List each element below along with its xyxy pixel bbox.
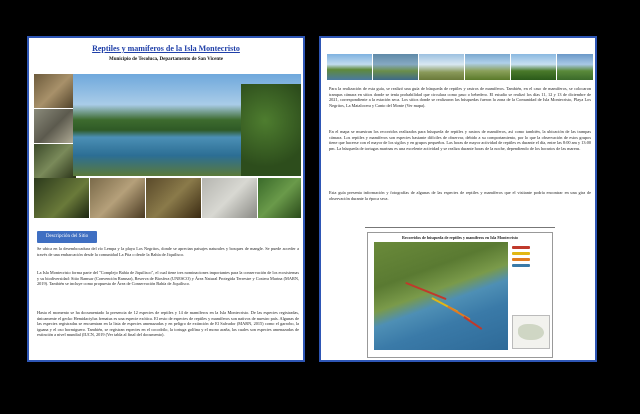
photo-bottom-2 (90, 178, 145, 218)
map-image (374, 242, 508, 350)
photo-bottom-5 (258, 178, 301, 218)
photo-strip-3 (419, 54, 464, 80)
legend-swatch (512, 264, 530, 267)
section-heading: Descripción del Sitio (37, 231, 97, 243)
photo-lagoon (73, 74, 301, 176)
map-title: Recorridos de búsqueda de reptiles y mamíferos en Isla Montecristo (402, 235, 518, 240)
map-legend (512, 243, 550, 297)
paragraph: Para la realización de esta guía, se realizó una guía de búsqueda de reptiles y rastros de mamíferos. También, en el caso de mamíferos, se colocaron trampas cámara en sitios donde se tenía probabilidad que circulara como paso o bebedero. El estudio se realizó los días 11, 12 y 13 de diciembre de 2021, correspondiente a la estación seca. Los sitios donde se realizaron las búsquedas fueron la zona de la Comunidad de Isla Montecristo, Playa Los Negritos, La Matalocera y Canto del Monte (Ver mapa). (329, 86, 591, 108)
map-route (463, 316, 482, 330)
divider (365, 227, 555, 228)
page-subtitle: Municipio de Tecoluca, Departamento de San Vicente (108, 57, 224, 62)
photo-reptile-2 (34, 109, 76, 143)
photo-bottom-4 (202, 178, 257, 218)
study-map (367, 232, 553, 358)
map-inset (512, 315, 550, 349)
photo-bottom-1 (34, 178, 89, 218)
photo-strip-1 (327, 54, 372, 80)
page-right (319, 36, 597, 362)
photo-reptile-1 (34, 74, 76, 108)
photo-bottom-3 (146, 178, 201, 218)
photo-tree (241, 84, 301, 176)
paragraph: Esta guía presenta información y fotografías de algunas de las especies de reptiles y mamíferos que el visitante podría encontrar en una gira de observación durante la época seca. (329, 190, 591, 201)
paragraph: La Isla Montecristo forma parte del "Complejo Bahía de Jiquilisco", el cual tiene tres nominaciones importantes para la conservación de los ecosistemas y su biodiversidad: Sitio Ramsar (Convención Ramsar), Reserva de Biosfera (UNESCO) y Área Natural Protegida Terrestre y Costera Marina (MARN, 2019). También se incluye como propuesta de Área de Conservación Bahía de Jiquilisco. (37, 270, 299, 287)
paragraph: Hasta el momento se ha documentado la presencia de 12 especies de reptiles y 14 de mamíferos en la Isla Montecristo. De las especies registradas, únicamente el gecko Hemidactylus frenatus es una especie exótica. El resto de especies de reptiles y mamíferos son nativos de nuestro país. Algunas de las especies registradas se encuentran en la lista de especies amenazadas y en peligro de extinción de El Salvador (MARN, 2015) como el garrobo, la iguana y el oso hormiguero. También, se registran especies en el cocodrilo, la tortuga golfina y el mono araña, las cuales son especies amenazadas de extinción a nivel mundial (IUCN, 2019 (Ver tabla al final del documento). (37, 310, 299, 338)
legend-swatch (512, 252, 530, 255)
page-title: Reptiles y mamíferos de la Isla Montecristo (92, 44, 240, 53)
photo-reptile-3 (34, 144, 76, 178)
country-outline (518, 324, 544, 340)
paragraph: Se ubica en la desembocadura del río Lempa y la playa Los Negritos, donde se aprecian paisajes naturales y bosques de mangle. Se puede acceder a través de una embarcación desde la comunidad La Pita o desde la Bahía de Jiquilisco. (37, 246, 299, 257)
legend-swatch (512, 258, 530, 261)
photo-strip-5 (511, 54, 556, 80)
photo-strip-4 (465, 54, 510, 80)
photo-strip-2 (373, 54, 418, 80)
photo-strip-6 (557, 54, 593, 80)
map-route (405, 282, 446, 300)
legend-swatch (512, 246, 530, 249)
paragraph: En el mapa se muestran los recorridos realizados para búsqueda de reptiles y rastros de mamíferos, así como también, la ubicación de las trampas cámara. Los reptiles y mamíferos son especies bastante difíciles de observar, debido a su comportamiento, por lo que la observación de estos grupos tiene que hacerse con el mayor de los sigilos y en grupos pequeños. Las horas de mayor actividad de reptiles es durante el día, entre las 8:00 am y 13:00 pm. La búsqueda de tortugas marinas es una excelente actividad y se realiza durante horas de la noche, dependiendo de los horarios de las mareas. (329, 129, 591, 151)
page-left (27, 36, 305, 362)
